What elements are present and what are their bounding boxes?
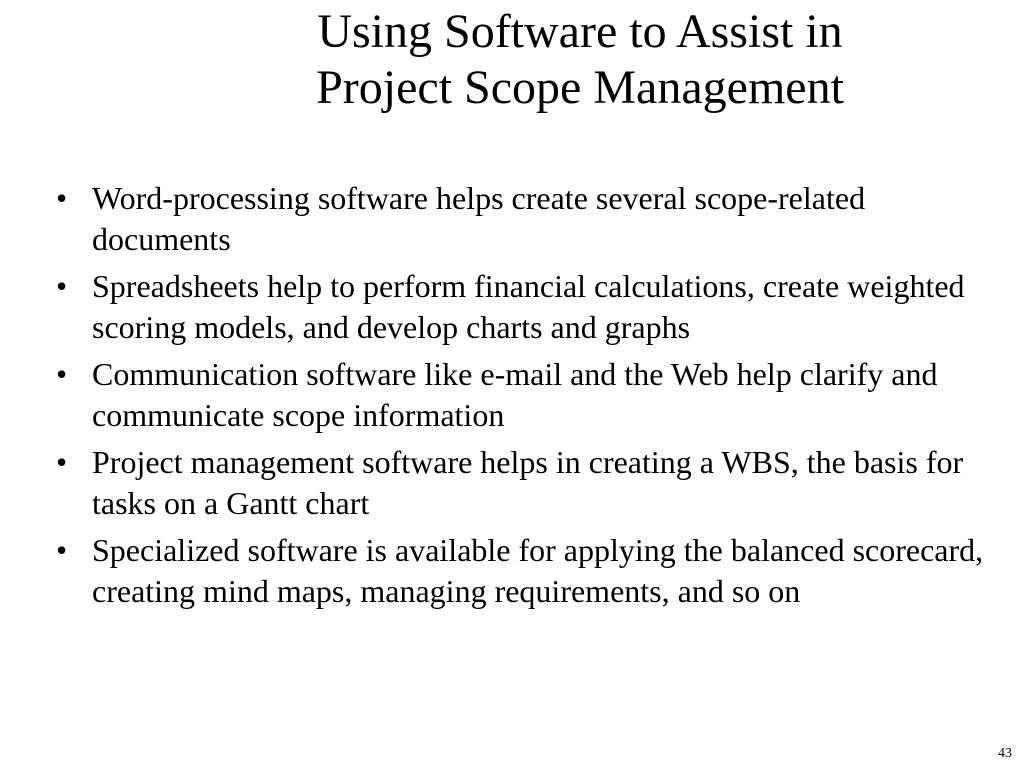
- bullet-icon: •: [56, 180, 68, 216]
- bullet-text: Project management software helps in creating a WBS, the basis for tasks on a Gantt chart: [92, 444, 964, 521]
- bullet-icon: •: [56, 444, 68, 480]
- bullet-icon: •: [56, 268, 68, 304]
- bullet-text: Communication software like e-mail and the Web help clarify and communicate scope information: [92, 356, 938, 433]
- bullet-list: [56, 178, 986, 618]
- bullet-icon: •: [56, 532, 68, 568]
- bullet-item-communication: [56, 354, 986, 436]
- slide-title: [200, 4, 960, 116]
- bullet-text: Specialized software is available for applying the balanced scorecard, creating mind maps, managing requirements, and so on: [92, 532, 984, 609]
- bullet-item-word-processing: [56, 178, 986, 260]
- bullet-item-specialized: [56, 530, 986, 612]
- bullet-item-spreadsheets: [56, 266, 986, 348]
- bullet-text: Spreadsheets help to perform financial calculations, create weighted scoring models, and develop charts and graphs: [92, 268, 965, 345]
- slide-number: 43: [998, 746, 1012, 761]
- bullet-item-project-management: [56, 442, 986, 524]
- bullet-icon: •: [56, 356, 68, 392]
- slide-title-line-2: Project Scope Management: [316, 61, 844, 114]
- bullet-text: Word-processing software helps create several scope-related documents: [92, 180, 866, 257]
- slide-title-line-1: Using Software to Assist in: [317, 5, 843, 58]
